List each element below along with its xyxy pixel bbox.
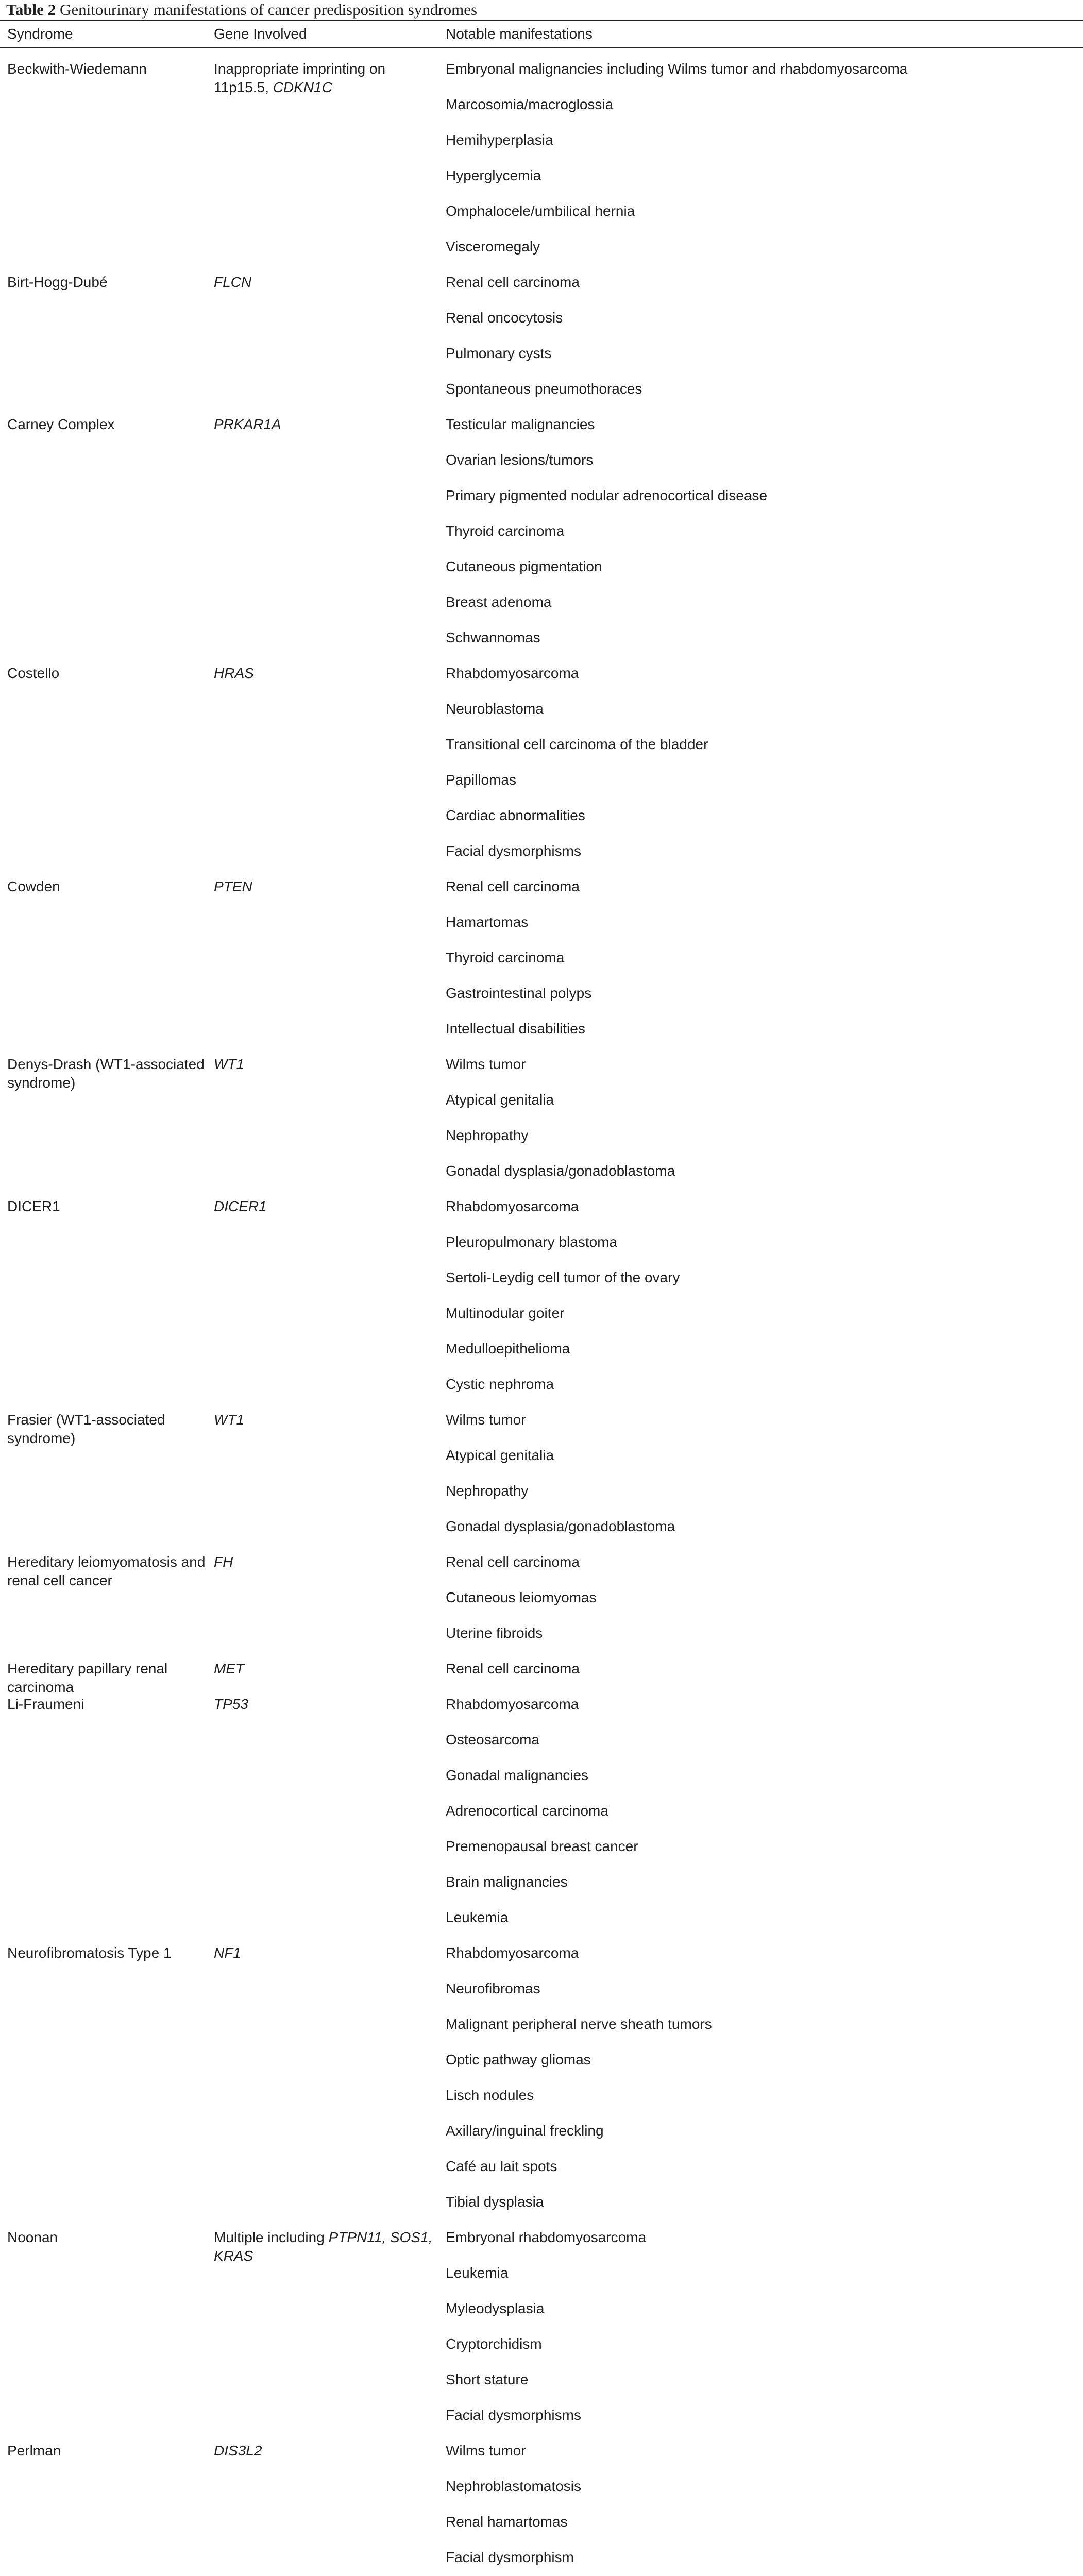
gene-text: Inappropriate imprinting on 11p15.5, [214,61,386,95]
table-header-rule [0,47,1083,48]
syndrome-cell: Frasier (WT1-associated syndrome) [7,1412,165,1446]
gene-cell [214,415,441,434]
manifestation-item: Short stature [446,2371,529,2387]
manifestation-item: Gonadal dysplasia/gonadoblastoma [446,1163,675,1179]
header-syndrome: Syndrome [7,26,73,42]
manifestation-item: Thyroid carcinoma [446,523,565,539]
manifestation-item: Hyperglycemia [446,167,542,183]
manifestation-item: Hemihyperplasia [446,132,553,148]
gene-symbol: HRAS [214,665,254,681]
gene-cell [214,1055,441,1074]
table-row [0,1942,1083,2226]
manifestation-item: Embryonal malignancies including Wilms tumor and rhabdomyosarcoma [446,61,908,77]
manifestation-item: Renal cell carcinoma [446,274,580,290]
gene-symbol: DICER1 [214,1198,267,1214]
gene-symbol: FH [214,1554,233,1570]
table-row [0,271,1083,413]
manifestation-item: Osteosarcoma [446,1732,540,1748]
manifestation-item: Cardiac abnormalities [446,807,585,823]
table-row [0,1409,1083,1551]
manifestation-item: Café au lait spots [446,2158,557,2174]
syndrome-cell: Beckwith-Wiedemann [7,61,147,77]
syndrome-cell: Perlman [7,2443,61,2459]
manifestation-item: Primary pigmented nodular adrenocortical disease [446,487,768,503]
manifestation-item: Leukemia [446,2265,509,2281]
manifestation-item: Myleodysplasia [446,2300,545,2316]
table-row [0,1693,1083,1942]
manifestation-item: Renal cell carcinoma [446,878,580,894]
gene-cell [214,1411,441,1429]
gene-symbol: TP53 [214,1696,248,1712]
table-row [0,1195,1083,1409]
table-row [0,2439,1083,2576]
gene-cell [214,664,441,683]
manifestation-item: Cutaneous pigmentation [446,558,602,574]
manifestation-item: Nephroblastomatosis [446,2478,582,2494]
gene-cell [214,60,441,97]
manifestation-item: Rhabdomyosarcoma [446,1198,579,1214]
manifestation-item: Thyroid carcinoma [446,950,565,965]
syndrome-cell: Birt-Hogg-Dubé [7,274,108,290]
syndrome-cell: DICER1 [7,1198,60,1214]
syndrome-cell: Hereditary papillary renal carcinoma [7,1660,168,1695]
manifestation-item: Spontaneous pneumothoraces [446,381,642,397]
table-caption-text: Genitourinary manifestations of cancer predisposition syndromes [59,1,478,19]
gene-cell [214,1553,441,1571]
manifestation-item: Lisch nodules [446,2087,534,2103]
gene-symbol: PRKAR1A [214,416,281,432]
manifestations-cell [446,271,1079,400]
gene-symbol: PTPN11, SOS1, KRAS [214,2229,433,2264]
table-top-rule [0,20,1083,21]
manifestation-item: Medulloepithelioma [446,1341,570,1357]
manifestation-item: Wilms tumor [446,1412,526,1428]
syndrome-cell: Denys-Drash (WT1-associated syndrome) [7,1056,205,1091]
manifestations-cell [446,1409,1079,1538]
manifestation-item: Intellectual disabilities [446,1021,585,1037]
manifestation-item: Papillomas [446,772,516,788]
manifestation-item: Wilms tumor [446,2443,526,2459]
manifestation-item: Uterine fibroids [446,1625,543,1641]
manifestation-item: Gonadal malignancies [446,1767,589,1783]
manifestation-item: Rhabdomyosarcoma [446,1945,579,1961]
manifestation-item: Neurofibromas [446,1980,540,1996]
manifestation-item: Brain malignancies [446,1874,568,1890]
manifestations-cell [446,1195,1079,1396]
syndrome-cell: Cowden [7,878,60,894]
manifestation-item: Adrenocortical carcinoma [446,1803,608,1819]
gene-symbol: DIS3L2 [214,2443,262,2459]
table-row [0,875,1083,1053]
gene-cell [214,1695,441,1714]
manifestation-item: Breast adenoma [446,594,552,610]
manifestation-item: Wilms tumor [446,1056,526,1072]
gene-symbol: WT1 [214,1056,245,1072]
manifestation-item: Renal oncocytosis [446,310,563,326]
syndrome-cell: Carney Complex [7,416,115,432]
manifestation-item: Nephropathy [446,1483,529,1499]
manifestation-item: Tibial dysplasia [446,2194,544,2210]
manifestation-item: Cystic nephroma [446,1376,554,1392]
header-gene-involved: Gene Involved [214,26,307,42]
manifestation-item: Transitional cell carcinoma of the bladder [446,736,708,752]
manifestation-item: Pulmonary cysts [446,345,552,361]
gene-cell [214,2228,441,2265]
manifestation-item: Atypical genitalia [446,1092,554,1108]
gene-cell [214,1944,441,1962]
manifestation-item: Atypical genitalia [446,1447,554,1463]
manifestation-item: Leukemia [446,1909,509,1925]
manifestation-item: Renal cell carcinoma [446,1554,580,1570]
table-caption [6,1,477,19]
manifestation-item: Renal cell carcinoma [446,1660,580,1676]
table-caption-label: Table 2 [6,1,56,19]
manifestation-item: Embryonal rhabdomyosarcoma [446,2229,647,2245]
manifestations-cell [446,58,1079,258]
table-header-row [0,23,1083,45]
manifestation-item: Pleuropulmonary blastoma [446,1234,618,1250]
syndrome-cell: Neurofibromatosis Type 1 [7,1945,172,1961]
gene-symbol: CDKN1C [273,79,332,95]
manifestation-item: Neuroblastoma [446,701,544,717]
table-row [0,2226,1083,2439]
manifestation-item: Schwannomas [446,630,540,646]
manifestation-item: Ovarian lesions/tumors [446,452,594,468]
manifestations-cell [446,1942,1079,2213]
manifestations-cell [446,2439,1079,2576]
manifestation-item: Nephropathy [446,1127,529,1143]
manifestations-cell [446,875,1079,1040]
gene-symbol: PTEN [214,878,252,894]
manifestation-item: Optic pathway gliomas [446,2052,591,2067]
header-notable-manifestations: Notable manifestations [446,26,593,42]
gene-cell [214,877,441,896]
manifestation-item: Facial dysmorphism [446,2549,574,2565]
table-row [0,662,1083,875]
manifestation-item: Multinodular goiter [446,1305,565,1321]
manifestation-item: Sertoli-Leydig cell tumor of the ovary [446,1269,680,1285]
manifestations-cell [446,1657,1079,1680]
syndrome-cell: Noonan [7,2229,58,2245]
manifestations-cell [446,662,1079,862]
manifestations-cell [446,1551,1079,1645]
gene-text: Multiple including [214,2229,329,2245]
gene-cell [214,2442,441,2460]
manifestation-item: Gonadal dysplasia/gonadoblastoma [446,1518,675,1534]
gene-symbol: MET [214,1660,245,1676]
syndrome-cell: Costello [7,665,60,681]
gene-symbol: FLCN [214,274,252,290]
manifestation-item: Omphalocele/umbilical hernia [446,203,635,219]
gene-cell [214,273,441,292]
manifestation-item: Cryptorchidism [446,2336,542,2352]
manifestation-item: Rhabdomyosarcoma [446,1696,579,1712]
manifestation-item: Testicular malignancies [446,416,595,432]
syndrome-cell: Li-Fraumeni [7,1696,84,1712]
manifestation-item: Axillary/inguinal freckling [446,2123,604,2139]
table-row [0,1657,1083,1693]
manifestation-item: Premenopausal breast cancer [446,1838,638,1854]
manifestations-cell [446,1053,1079,1182]
table-row [0,58,1083,271]
manifestation-item: Facial dysmorphisms [446,2407,581,2423]
table-row [0,1551,1083,1657]
manifestations-cell [446,2226,1079,2427]
manifestation-item: Hamartomas [446,914,529,930]
manifestation-item: Gastrointestinal polyps [446,985,592,1001]
manifestations-cell [446,1693,1079,1929]
manifestation-item: Rhabdomyosarcoma [446,665,579,681]
manifestation-item: Visceromegaly [446,239,540,255]
gene-cell [214,1659,441,1678]
manifestations-cell [446,413,1079,649]
gene-symbol: WT1 [214,1412,245,1428]
manifestation-item: Facial dysmorphisms [446,843,581,859]
gene-symbol: NF1 [214,1945,241,1961]
manifestation-item: Renal hamartomas [446,2514,568,2530]
manifestation-item: Marcosomia/macroglossia [446,96,614,112]
manifestation-item: Cutaneous leiomyomas [446,1589,597,1605]
gene-cell [214,1197,441,1216]
table-row [0,413,1083,662]
table-row [0,1053,1083,1195]
syndrome-cell: Hereditary leiomyomatosis and renal cell cancer [7,1554,206,1588]
manifestation-item: Malignant peripheral nerve sheath tumors [446,2016,712,2032]
